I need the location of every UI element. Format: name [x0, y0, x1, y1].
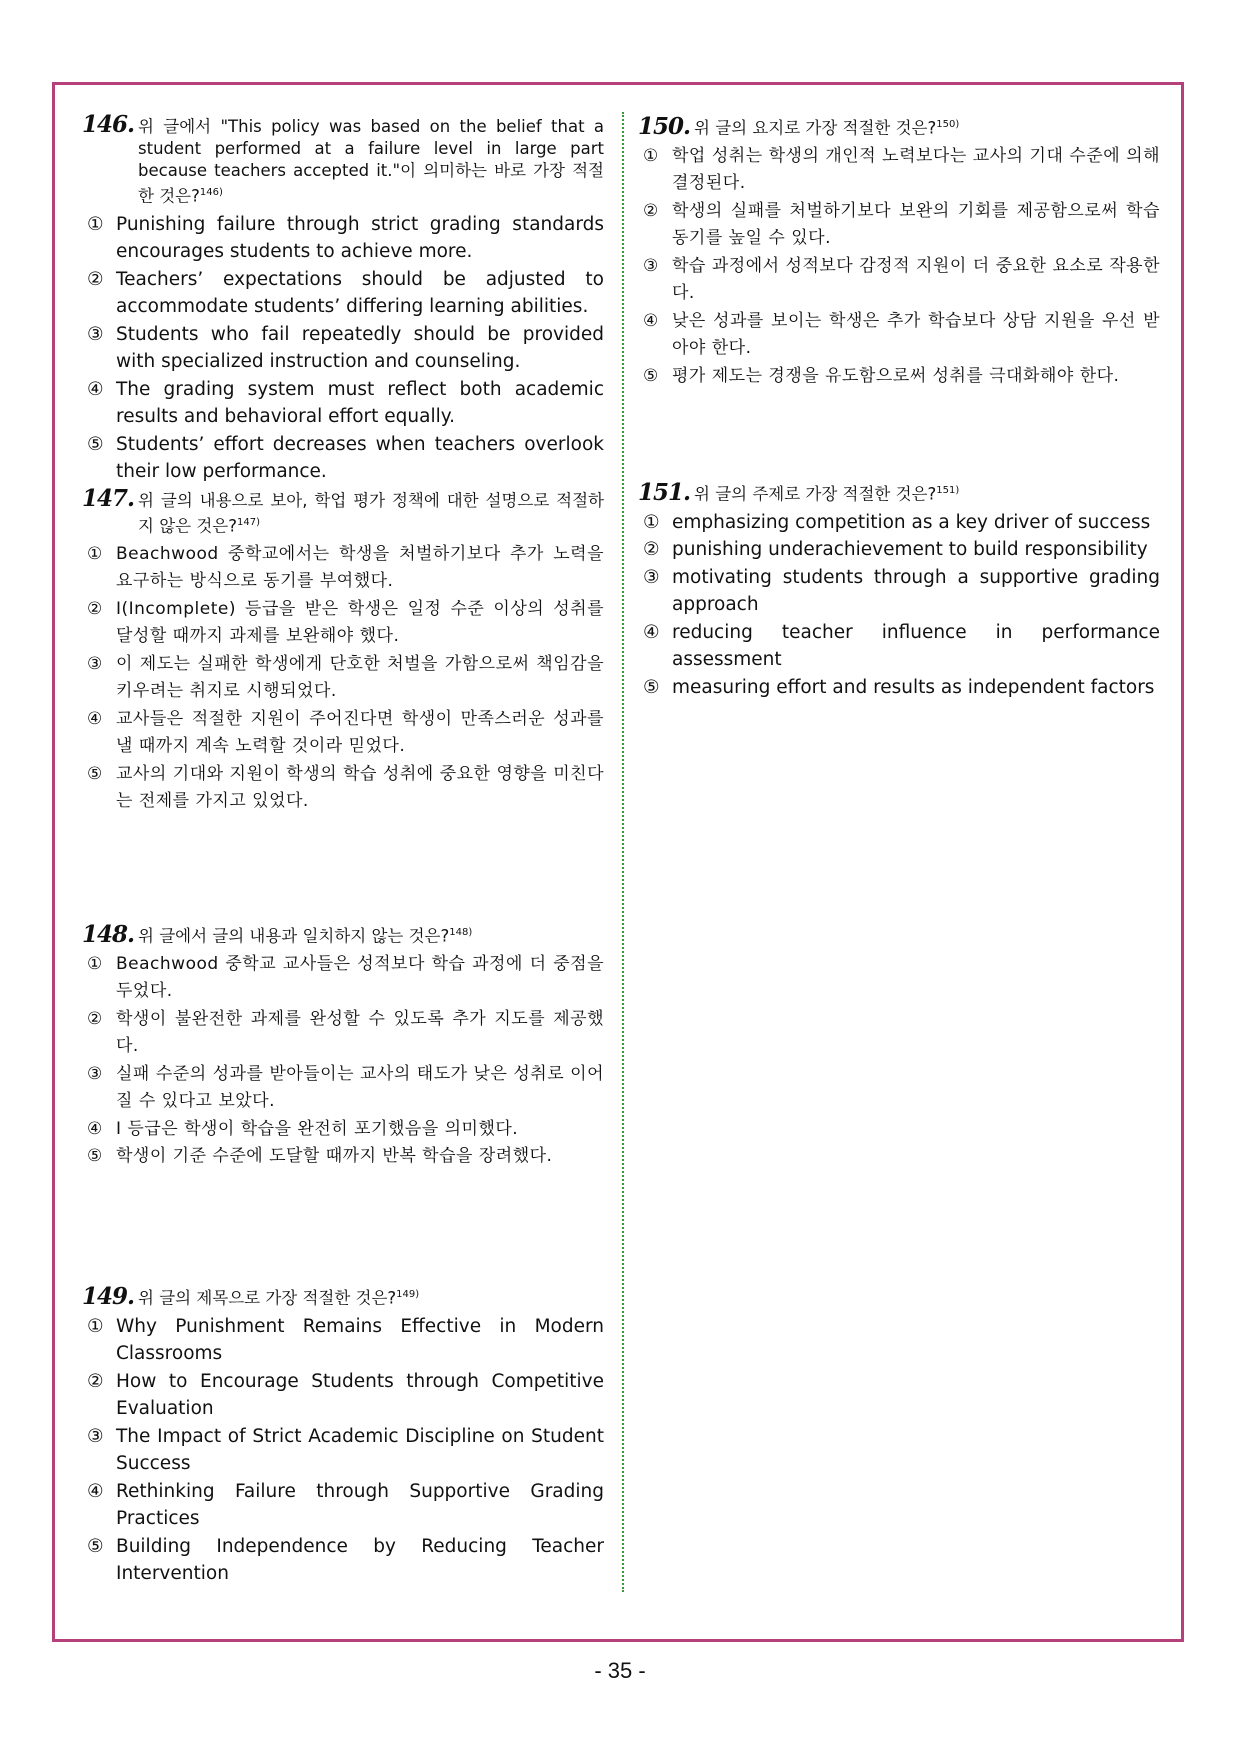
question-149	[82, 1284, 604, 1588]
option-1: ① Beachwood 중학교에서는 학생을 처벌하기보다 추가 노력을 요구하는 방식으로 동기를 부여했다.	[87, 543, 604, 591]
question-151	[638, 480, 1160, 701]
option-4: ④ 낮은 성과를 보이는 학생은 추가 학습보다 상담 지원을 우선 받아야 한다.	[643, 310, 1160, 358]
option-2: ② punishing underachievement to build responsibility	[643, 539, 1148, 560]
footnote-ref: 149)	[396, 1289, 420, 1300]
question-stem: 위 글의 내용으로 보아, 학업 평가 정책에 대한 설명으로 적절하지 않은 것은?$^{147)}$	[138, 491, 604, 536]
option-3: ③ 실패 수준의 성과를 받아들이는 교사의 태도가 낮은 성취로 이어질 수 있다고 보았다.	[87, 1063, 604, 1111]
question-147	[82, 485, 604, 816]
option-5: ⑤ 교사의 기대와 지원이 학생의 학습 성취에 중요한 영향을 미친다는 전제를 가지고 있었다.	[87, 763, 604, 811]
option-3: ③ Students who fail repeatedly should be provided with specialized instruction and counseling.	[87, 323, 604, 372]
option-1: ① 학업 성취는 학생의 개인적 노력보다는 교사의 기대 수준에 의해 결정된다.	[643, 145, 1160, 193]
option-1: ① Why Punishment Remains Effective in Modern Classrooms	[87, 1315, 604, 1364]
option-3: ③ motivating students through a supportive grading approach	[643, 566, 1160, 615]
footnote-ref: 148)	[449, 927, 473, 938]
question-150	[638, 114, 1160, 390]
option-2: ② Teachers’ expectations should be adjusted to accommodate students’ differing learning abilities.	[87, 268, 604, 317]
option-5: ⑤ 평가 제도는 경쟁을 유도함으로써 성취를 극대화해야 한다.	[643, 365, 1120, 386]
question-stem: 위 글의 제목으로 가장 적절한 것은?$^{149)}$	[138, 1288, 420, 1308]
question-number: 146.	[82, 111, 135, 138]
question-number: 149.	[82, 1282, 135, 1310]
option-1: ① Beachwood 중학교 교사들은 성적보다 학습 과정에 더 중점을 두었다.	[87, 953, 604, 1001]
question-number: 147.	[82, 485, 135, 512]
footnote-ref: 146)	[199, 187, 223, 198]
footnote-ref: 151)	[936, 485, 960, 496]
option-4: ④ 교사들은 적절한 지원이 주어진다면 학생이 만족스러운 성과를 낼 때까지 계속 노력할 것이라 믿었다.	[87, 708, 604, 756]
option-2: ② 학생이 불완전한 과제를 완성할 수 있도록 추가 지도를 제공했다.	[87, 1008, 604, 1056]
question-number: 150.	[638, 112, 691, 140]
option-4: ④ reducing teacher influence in performance assessment	[643, 621, 1160, 670]
footnote-ref: 147)	[236, 517, 260, 528]
question-146	[82, 111, 604, 486]
column-divider	[622, 112, 624, 1592]
question-number: 151.	[638, 478, 691, 506]
option-5: ⑤ Students’ effort decreases when teachers overlook their low performance.	[87, 433, 604, 482]
option-1: ① Punishing failure through strict grading standards encourages students to achieve more.	[87, 213, 604, 262]
option-4: ④ I 등급은 학생이 학습을 완전히 포기했음을 의미했다.	[87, 1118, 519, 1139]
question-number: 148.	[82, 920, 135, 948]
question-stem: 위 글에서 글의 내용과 일치하지 않는 것은?$^{148)}$	[138, 926, 473, 946]
option-3: ③ 학습 과정에서 성적보다 감정적 지원이 더 중요한 요소로 작용한다.	[643, 255, 1160, 303]
question-stem: 위 글에서 "This policy was based on the belief that a student performed at a failure level in large part because teachers accepted it."이 의미하는 바로 가장 적절한 것은?$^{146)}$	[138, 117, 604, 206]
option-2: ② How to Encourage Students through Competitive Evaluation	[87, 1370, 604, 1419]
question-148	[82, 922, 604, 1171]
option-4: ④ Rethinking Failure through Supportive Grading Practices	[87, 1480, 604, 1529]
option-2: ② I(Incomplete) 등급을 받은 학생은 일정 수준 이상의 성취를 달성할 때까지 과제를 보완해야 했다.	[87, 598, 604, 646]
footnote-ref: 150)	[936, 119, 960, 130]
question-stem: 위 글의 주제로 가장 적절한 것은?$^{151)}$	[694, 484, 960, 504]
option-5: ⑤ measuring effort and results as independent factors	[643, 676, 1155, 698]
option-3: ③ 이 제도는 실패한 학생에게 단호한 처벌을 가함으로써 책임감을 키우려는 취지로 시행되었다.	[87, 653, 604, 701]
option-5: ⑤ 학생이 기준 수준에 도달할 때까지 반복 학습을 장려했다.	[87, 1146, 553, 1166]
option-4: ④ The grading system must reflect both academic results and behavioral effort equally.	[87, 378, 604, 427]
option-3: ③ The Impact of Strict Academic Discipline on Student Success	[87, 1425, 604, 1474]
option-5: ⑤ Building Independence by Reducing Teacher Intervention	[87, 1535, 604, 1584]
option-1: ① emphasizing competition as a key driver of success	[643, 511, 1151, 533]
page-number: - 35 -	[594, 1658, 646, 1683]
option-2: ② 학생의 실패를 처벌하기보다 보완의 기회를 제공함으로써 학습 동기를 높일 수 있다.	[643, 200, 1160, 248]
question-stem: 위 글의 요지로 가장 적절한 것은?$^{150)}$	[694, 118, 960, 138]
